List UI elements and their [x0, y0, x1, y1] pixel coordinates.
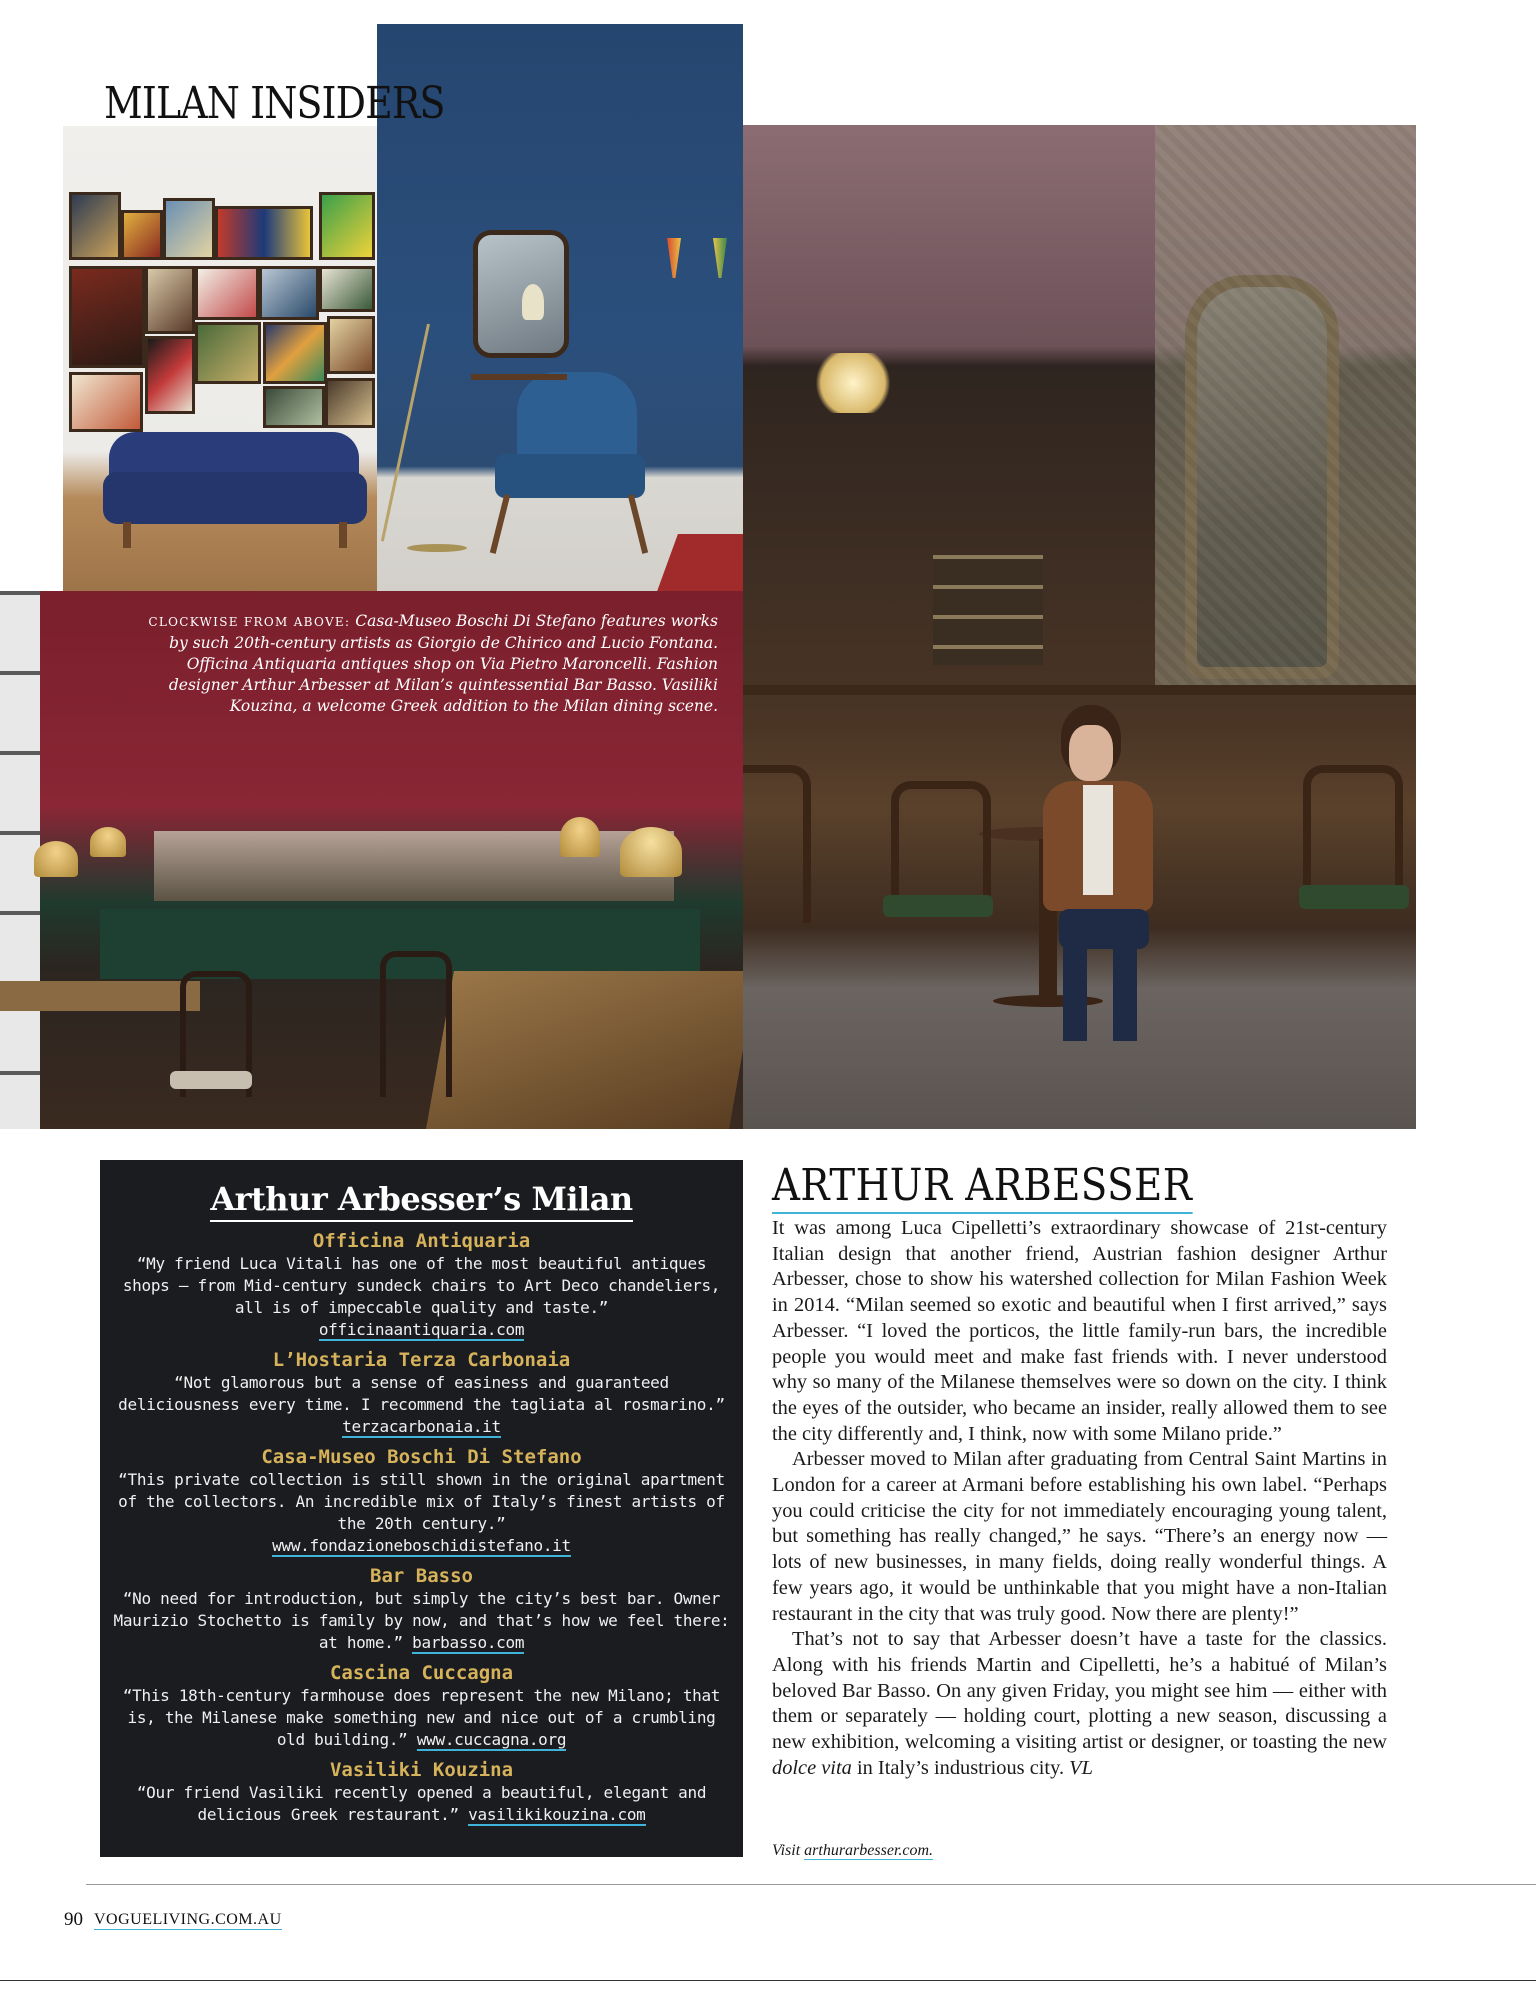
list-item [100, 1348, 743, 1438]
entry-quote: “Not glamorous but a sense of easiness and guaranteed deliciousness every time. I recommend the tagliata al rosmarino.” terzacarbonaia.it [118, 1373, 725, 1436]
entry-name: Bar Basso [370, 1565, 473, 1587]
entry-quote: “This private collection is still shown in the original apartment of the collectors. An incredible mix of Italy’s finest artists of the 20th century.” www.fondazioneboschidistefano.it [118, 1470, 725, 1555]
list-item [100, 1758, 743, 1826]
italic-phrase: dolce vita [772, 1756, 852, 1779]
entry-link[interactable]: www.fondazioneboschidistefano.it [272, 1536, 571, 1555]
entry-link[interactable]: vasilikikouzina.com [468, 1805, 646, 1824]
article-paragraph: It was among Luca Cipelletti’s extraordinary showcase of 21st-century Italian design that another friend, Austrian fashion designer Arthur Arbesser, chose to show his watershed collection for Milan Fashion Week in 2014. “Milan seemed so exotic and beautiful when I first arrived,” says Arbesser. “I loved the porticos, the little family-run bars, the incredible people you would meet and make fast friends with. I never understood why so many of the Milanese themselves were so down on the city. I think the eyes of the outsider, who became an insider, really allowed them to see the city differently and, I think, now with some Milano pride.” [772, 1217, 1387, 1445]
list-item [100, 1661, 743, 1751]
photo-caption [140, 611, 718, 717]
bottom-divider [0, 1980, 1536, 1981]
list-item [100, 1445, 743, 1557]
article-paragraph: That’s not to say that Arbesser doesn’t have a taste for the classics. Along with his friends Martin and Cipelletti, he’s a habitué of Milan’s beloved Bar Basso. On any given Friday, you might see him — either with them or separately — holding court, plotting a new season, discussing a new exhibition, welcoming a visiting artist or designer, or toasting the new dolce vita in Italy’s industrious city. VL [772, 1628, 1387, 1779]
entry-link[interactable]: barbasso.com [412, 1633, 525, 1652]
sidebar-title: Arthur Arbesser’s Milan [210, 1178, 632, 1222]
article-body [772, 1216, 1387, 1781]
caption-lead: CLOCKWISE FROM ABOVE: [148, 615, 351, 629]
entry-name: L’Hostaria Terza Carbonaia [272, 1349, 571, 1371]
entry-name: Officina Antiquaria [312, 1230, 531, 1252]
caption-text: Casa-Museo Boschi Di Stefano features works by such 20th-century artists as Giorgio de Chirico and Lucio Fontana. Officina Antiquaria antiques shop on Via Pietro Maroncelli. Fashion designer Arthur Arbesser at Milan’s quintessential Bar Basso. Vasiliki Kouzina, a welcome Greek addition to the Milan dining scene. [168, 612, 718, 715]
page-number: 90 [64, 1909, 83, 1930]
byline: VL [1069, 1756, 1093, 1779]
photo-chandelier [809, 353, 897, 413]
section-title: MILAN INSIDERS [104, 78, 445, 129]
visit-link[interactable]: arthurarbesser.com. [804, 1842, 934, 1859]
entry-name: Vasiliki Kouzina [329, 1759, 514, 1781]
entry-link[interactable]: officinaantiquaria.com [318, 1320, 525, 1339]
photo-bar-basso [743, 125, 1416, 1129]
footer-site: VOGUELIVING.COM.AU [94, 1911, 282, 1928]
list-item [100, 1564, 743, 1654]
entry-quote: “Our friend Vasiliki recently opened a beautiful, elegant and delicious Greek restaurant.” vasilikikouzina.com [136, 1783, 707, 1824]
visit-line [772, 1842, 933, 1860]
article-title: ARTHUR ARBESSER [772, 1160, 1192, 1214]
photo-mirror [473, 230, 569, 358]
entry-quote: “No need for introduction, but simply the city’s best bar. Owner Maurizio Stochetto is family by now, and that’s how we feel there: at home.” barbasso.com [113, 1589, 730, 1652]
entry-link[interactable]: www.cuccagna.org [416, 1730, 567, 1749]
entry-link[interactable]: terzacarbonaia.it [342, 1417, 501, 1436]
article-paragraph: Arbesser moved to Milan after graduating from Central Saint Martins in London for a career at Armani before establishing his own label. “Perhaps you could criticise the city for not immediately encouraging young talent, but something has really changed,” he says. “There’s an energy now — lots of new businesses, in many fields, doing really wonderful things. A few years ago, it would be unthinkable that you might have a non-Italian restaurant in the city that was truly good. Now there are plenty!” [772, 1448, 1387, 1625]
entry-name: Casa-Museo Boschi Di Stefano [261, 1446, 582, 1468]
photo-casa-museo [63, 126, 377, 591]
entry-quote: “This 18th-century farmhouse does represent the new Milano; that is, the Milanese make something new and nice out of a crumbling old building.” www.cuccagna.org [122, 1686, 721, 1749]
entry-name: Cascina Cuccagna [329, 1662, 514, 1684]
footer-divider [86, 1884, 1536, 1885]
list-item [100, 1229, 743, 1341]
entry-quote: “My friend Luca Vitali has one of the most beautiful antiques shops — from Mid-century sundeck chairs to Art Deco chandeliers, all is of impeccable quality and taste.” officinaantiquaria.com [122, 1254, 721, 1339]
visit-prefix: Visit [772, 1842, 801, 1859]
photo-lamp [381, 324, 430, 542]
sidebar-box [100, 1160, 743, 1857]
